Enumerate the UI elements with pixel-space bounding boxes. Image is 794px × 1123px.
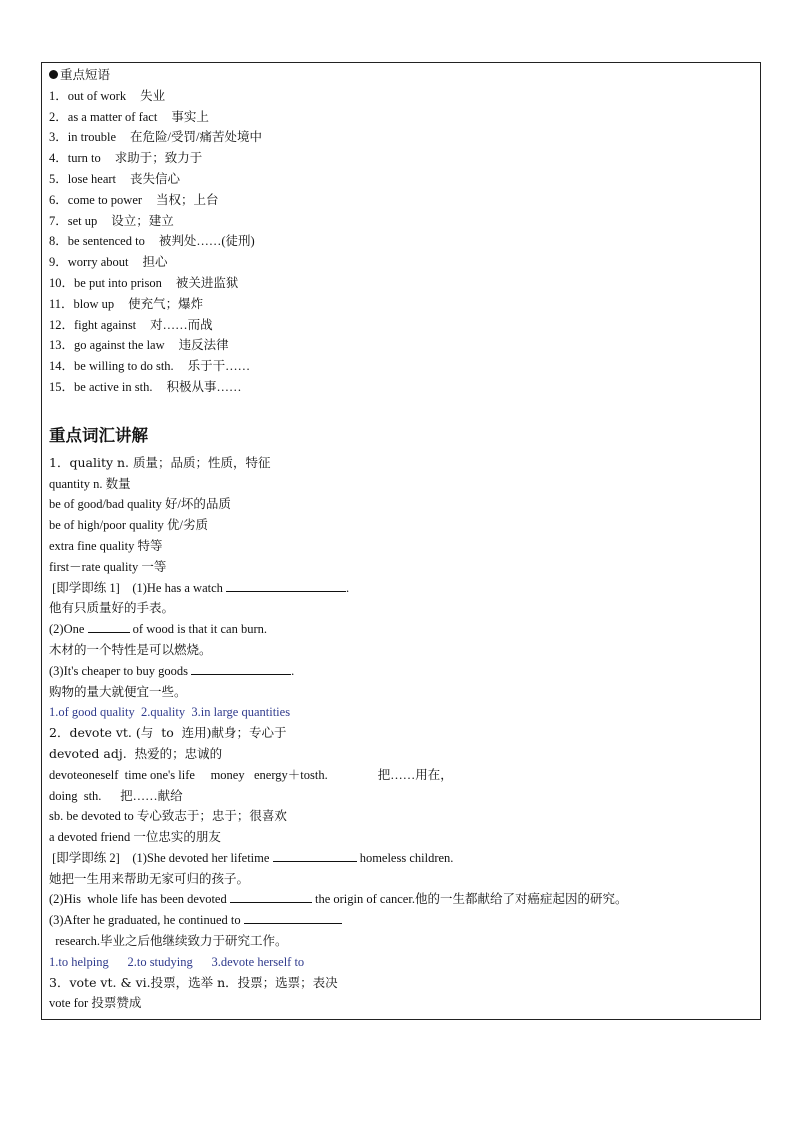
entry-line: doing sth. 把……献给 [49, 788, 183, 803]
phrase-chinese: 违反法律 [178, 338, 229, 353]
phrase-number: 7． [49, 213, 68, 228]
phrase-number: 9． [49, 255, 68, 270]
exercise-line: [即学即练 2] (1)She devoted her lifetime homeless children. [49, 850, 454, 865]
phrase-chinese: 担心 [142, 255, 168, 270]
phrase-english: in trouble [67, 130, 117, 145]
phrase-number: 10． [49, 275, 75, 290]
phrase-chinese: 事实上 [171, 109, 209, 124]
phrase-item [49, 335, 754, 356]
phrase-number: 1． [49, 88, 68, 103]
phrase-english: as a matter of fact [67, 109, 158, 124]
phrase-number: 13． [49, 338, 75, 353]
phrase-english: out of work [67, 88, 127, 103]
answer-blank[interactable] [230, 890, 312, 903]
entry-line: first－rate quality 一等 [49, 559, 167, 574]
phrase-english: lose heart [67, 171, 117, 186]
entry-quality-head: 1．quality n. 质量；品质；性质，特征 [49, 454, 271, 470]
section-heading: 重点词汇讲解 [49, 425, 148, 445]
phrase-item [49, 315, 754, 336]
entry-line: devoteoneself time one's life money energy＋tosth. 把……用在， [49, 767, 453, 782]
entry-devote-head: 2．devote vt. (与 to 连用)献身；专心于 [49, 725, 287, 741]
entry-line: extra fine quality 特等 [49, 538, 163, 553]
phrase-english: come to power [67, 192, 143, 207]
answer-blank[interactable] [191, 662, 291, 675]
phrase-english: turn to [67, 151, 101, 166]
phrase-number: 15． [49, 379, 75, 394]
phrase-chinese: 积极从事…… [166, 379, 242, 394]
bullet-icon [49, 70, 58, 79]
phrase-english: set up [67, 213, 98, 228]
phrase-english: go against the law [74, 338, 165, 353]
phrase-item [49, 377, 754, 398]
phrase-chinese: 乐于干…… [187, 359, 251, 374]
phrase-number: 2． [49, 109, 68, 124]
phrase-item [49, 190, 754, 211]
phrase-item [49, 127, 754, 148]
answer-key: 1.of good quality 2.quality 3.in large quantities [49, 705, 291, 720]
phrase-english: fight against [74, 317, 137, 332]
phrase-number: 5． [49, 171, 68, 186]
phrase-item [49, 107, 754, 128]
phrase-chinese: 使充气；爆炸 [128, 296, 204, 311]
phrase-english: blow up [73, 296, 115, 311]
answer-blank[interactable] [226, 579, 346, 592]
answer-blank[interactable] [244, 911, 342, 924]
exercise-line: (2)His whole life has been devoted the origin of cancer.他的一生都献给了对癌症起因的研究。 [49, 892, 628, 907]
phrase-number: 3． [49, 130, 68, 145]
phrase-list [49, 86, 754, 398]
phrase-item [49, 294, 754, 315]
phrase-item [49, 273, 754, 294]
exercise-translation: 木材的一个特性是可以燃烧。 [49, 641, 212, 657]
exercise-line: (3)It's cheaper to buy goods . [49, 663, 295, 678]
phrase-item [49, 169, 754, 190]
entry-line: a devoted friend 一位忠实的朋友 [49, 830, 221, 845]
phrase-number: 14． [49, 359, 75, 374]
phrase-number: 11． [49, 296, 74, 311]
phrase-english: be put into prison [74, 275, 162, 290]
exercise-line: (2)One of wood is that it can burn. [49, 622, 268, 637]
content-frame [41, 62, 761, 1020]
phrase-chinese: 对……而战 [150, 317, 213, 332]
phrase-item [49, 148, 754, 169]
phrase-chinese: 当权；上台 [156, 192, 219, 207]
entry-vote-head: 3．vote vt. & vi.投票，选举 n．投票；选票；表决 [49, 974, 338, 990]
phrase-chinese: 失业 [140, 88, 166, 103]
entry-line: vote for 投票赞成 [49, 996, 142, 1011]
exercise-line: (3)After he graduated, he continued to [49, 910, 754, 931]
exercise-line-cont: research.毕业之后他继续致力于研究工作。 [49, 934, 288, 949]
phrase-chinese: 求助于；致力于 [114, 151, 203, 166]
phrase-item [49, 356, 754, 377]
exercise-translation: 她把一生用来帮助无家可归的孩子。 [49, 870, 250, 886]
phrase-chinese: 在危险/受罚/痛苦处境中 [130, 130, 262, 145]
entry-line: be of good/bad quality 好/坏的品质 [49, 497, 231, 512]
phrase-english: be sentenced to [67, 234, 145, 249]
exercise-line: [即学即练 1] (1)He has a watch . [49, 580, 350, 595]
phrase-english: be willing to do sth. [74, 359, 174, 374]
phrase-number: 8． [49, 234, 68, 249]
phrase-chinese: 丧失信心 [130, 171, 181, 186]
phrase-english: be active in sth. [74, 379, 153, 394]
phrase-item [49, 231, 754, 252]
phrases-title: 重点短语 [49, 65, 754, 86]
entry-line: sb. be devoted to 专心致志于；忠于；很喜欢 [49, 809, 287, 824]
entry-line: quantity n. 数量 [49, 476, 131, 491]
phrase-item [49, 86, 754, 107]
entry-line: devoted adj. 热爱的；忠诚的 [49, 745, 223, 761]
phrase-chinese: 被关进监狱 [175, 275, 239, 290]
entry-line: be of high/poor quality 优/劣质 [49, 518, 209, 533]
phrase-english: worry about [67, 255, 129, 270]
phrase-number: 4． [49, 151, 68, 166]
worksheet-content [49, 65, 754, 1014]
phrase-number: 12． [49, 317, 75, 332]
answer-blank[interactable] [273, 849, 357, 862]
exercise-translation: 购物的量大就便宜一些。 [49, 683, 187, 699]
phrase-item [49, 252, 754, 273]
exercise-translation: 他有只质量好的手表。 [49, 600, 175, 616]
phrase-number: 6． [49, 192, 68, 207]
answer-key: 1.to helping 2.to studying 3.devote herself to [49, 954, 305, 969]
phrase-item [49, 211, 754, 232]
phrase-chinese: 设立；建立 [111, 213, 174, 228]
phrase-chinese: 被判处……(徒刑) [158, 234, 255, 249]
answer-blank[interactable] [88, 620, 130, 633]
